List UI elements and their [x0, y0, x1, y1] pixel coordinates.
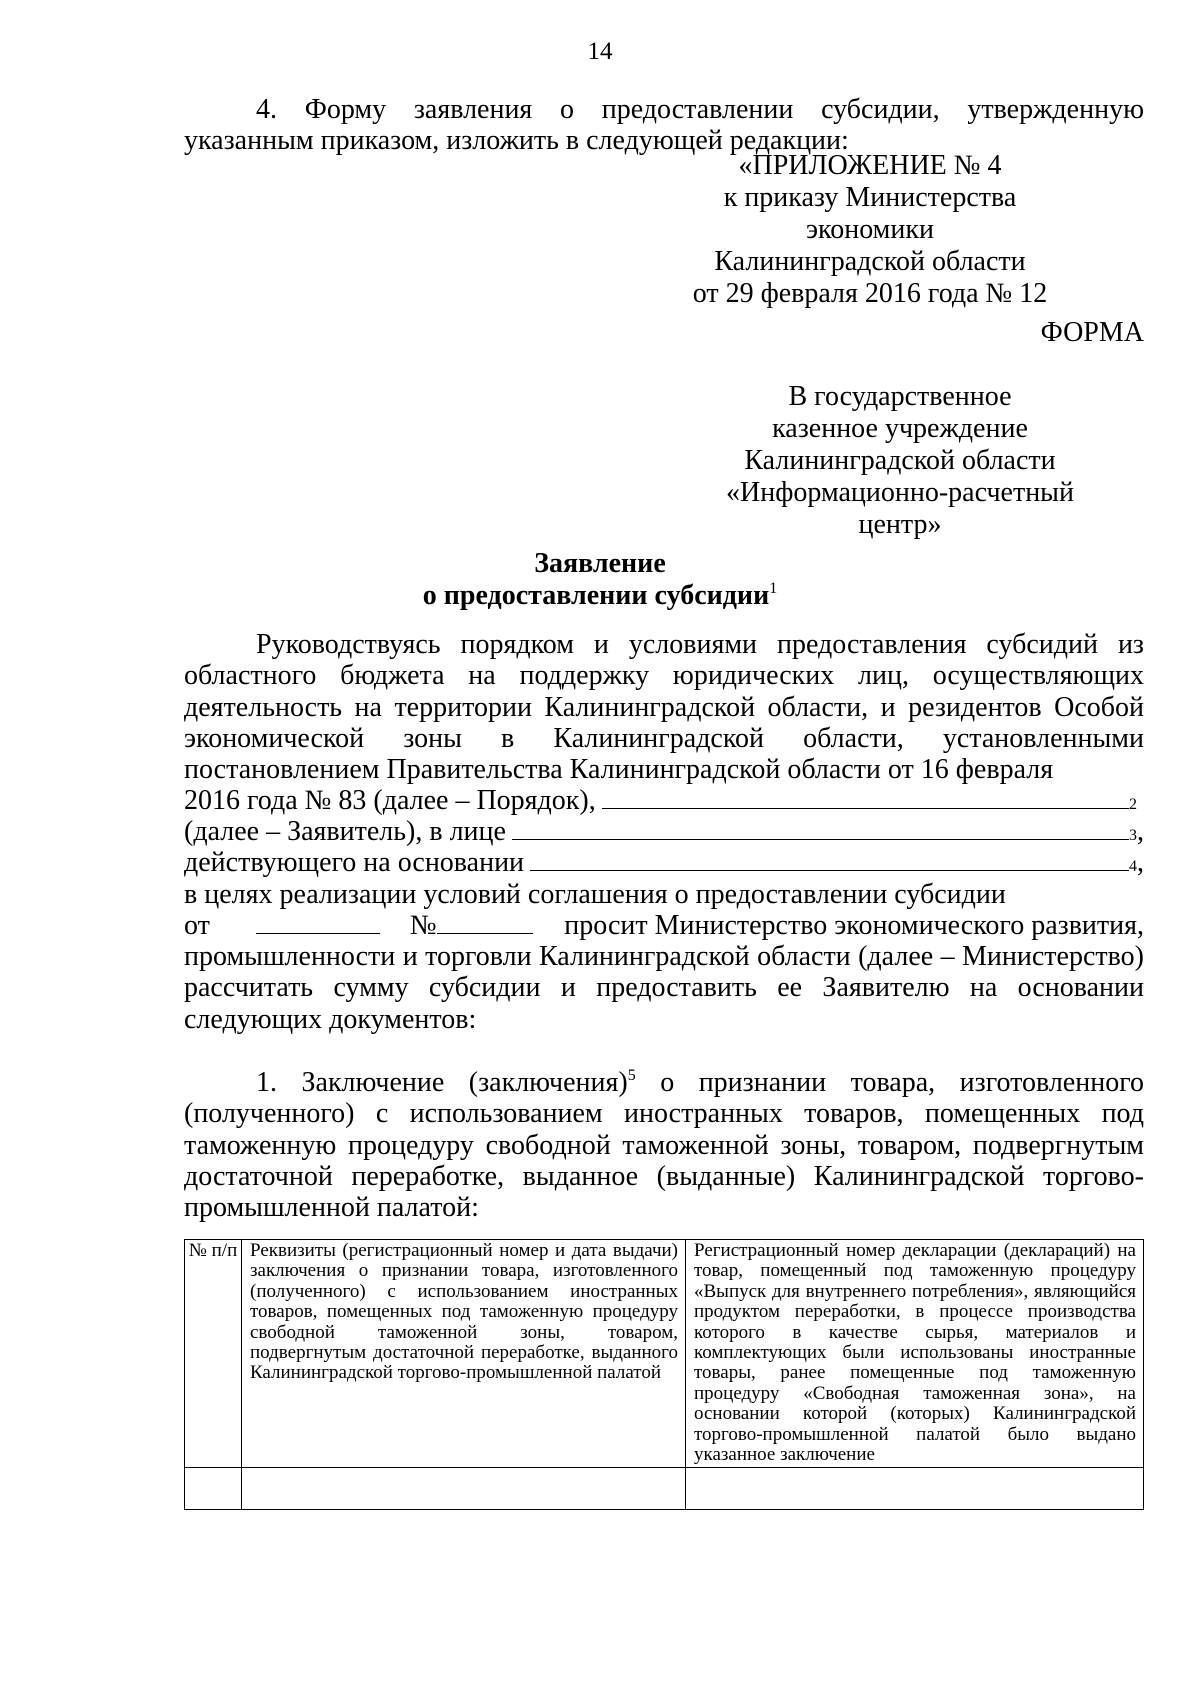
form-label: ФОРМА [1040, 317, 1144, 348]
appendix-line-3: Калининградской области [714, 246, 1026, 277]
appendix-line-2: к приказу Министерства экономики [723, 182, 1017, 245]
basis-blank[interactable] [530, 848, 1129, 871]
addressee-line-3: Калининградской области [744, 445, 1056, 476]
body-paragraph-2-rest: промышленности и торговли Калининградской области (далее – Министерство) рассчитать сумму субсидии и предоставить ее Заявителю на основании следующих документов: [184, 941, 1144, 1035]
addressee-line-4: «Информационно-расчетный центр» [726, 477, 1074, 540]
agreement-number-blank[interactable] [437, 911, 533, 934]
number-sign: № [409, 910, 437, 941]
body-paragraph-2-line-1: в целях реализации условий соглашения о предоставлении субсидии [184, 879, 1006, 910]
item-1-start: 1. Заключение (заключения) [256, 1067, 628, 1098]
comma-2: , [1137, 847, 1144, 878]
fill-line-representative: (далее – Заявитель), в лице 3 , [184, 816, 1144, 847]
table-header-conclusion: Реквизиты (регистрационный номер и дата выдачи) заключения о признании товара, изготовленного (полученного) с использованием иностранных товаров, помещенных под таможенную процедуру свободной таможенной зоны, товаром, подвергнутым достаточной переработке, выданного Калининградской торгово-промышленной палатой [242, 1240, 686, 1468]
table-header-declaration: Регистрационный номер декларации (деклараций) на товар, помещенный под таможенную процедуру «Выпуск для внутреннего потребления», являющийся продуктом переработки, в процессе производства которого в качестве сырья, материалов и комплектующих были использованы иностранные товары, ранее помещенные под таможенную процедуру «Свободная таможенная зона», на основании которой (которых) Калининградской торгово-промышленной палатой было выдано указанное заключение [686, 1240, 1144, 1468]
applicant-text: (далее – Заявитель), в лице [184, 816, 506, 847]
porjadok-text: 2016 года № 83 (далее – Порядок), [184, 785, 596, 816]
table-row [185, 1468, 1144, 1510]
item-1-rest: о признании товара, изготовленного (полученного) с использованием иностранных товаров, помещенных под таможенную процедуру свободной таможенной зоны, товаром, подвергнутым достаточной переработке, выданное (выданные) Калининградской торгово-промышленной палатой: [184, 1067, 1144, 1224]
table-cell-conclusion[interactable] [242, 1468, 686, 1510]
intro-paragraph: 4. Форму заявления о предоставлении субсидии, утвержденную указанным приказом, изложить в следующей редакции: [184, 94, 1144, 157]
conclusions-table [184, 1239, 1144, 1510]
title-text: о предоставлении субсидии [422, 579, 770, 611]
table-header-number: № п/п [185, 1240, 242, 1468]
title-line-2 [0, 580, 1200, 612]
page-number: 14 [587, 38, 613, 65]
applicant-name-blank[interactable] [602, 786, 1129, 809]
body-paragraph-1: Руководствуясь порядком и условиями предоставления субсидий из областного бюджета на поддержку юридических лиц, осуществляющих деятельность на территории Калининградской области, и резидентов Особой экономической зоны в Калининградской области, установленными постановлением Правительства Калининградской области от 16 февраля [184, 629, 1144, 786]
comma-1: , [1137, 816, 1144, 847]
fill-line-basis: действующего на основании 4 , [184, 847, 1144, 878]
footnote-5-marker: 5 [627, 1066, 636, 1084]
from-text: от [184, 910, 210, 941]
agreement-date-line [184, 910, 1144, 941]
appendix-line-1: «ПРИЛОЖЕНИЕ № 4 [738, 150, 1002, 181]
title-line-1: Заявление [534, 548, 666, 579]
request-text: просит Министерство экономического развития, [564, 910, 1144, 941]
table-header-row [185, 1240, 1144, 1468]
addressee-line-2: казенное учреждение [772, 413, 1028, 444]
footnote-1-marker: 1 [769, 579, 778, 597]
representative-blank[interactable] [512, 817, 1129, 840]
fill-line-applicant-name: 2016 года № 83 (далее – Порядок), 2 [184, 785, 1137, 816]
table-cell-declaration[interactable] [686, 1468, 1144, 1510]
document-title [0, 548, 1200, 611]
basis-text: действующего на основании [184, 847, 525, 878]
item-1-paragraph [184, 1067, 1144, 1223]
addressee-block [690, 381, 1110, 541]
agreement-date-blank[interactable] [256, 911, 380, 934]
addressee-line-1: В государственное [788, 381, 1012, 412]
table-cell-number[interactable] [185, 1468, 242, 1510]
appendix-line-4: от 29 февраля 2016 года № 12 [692, 278, 1048, 309]
appendix-header [660, 150, 1080, 310]
